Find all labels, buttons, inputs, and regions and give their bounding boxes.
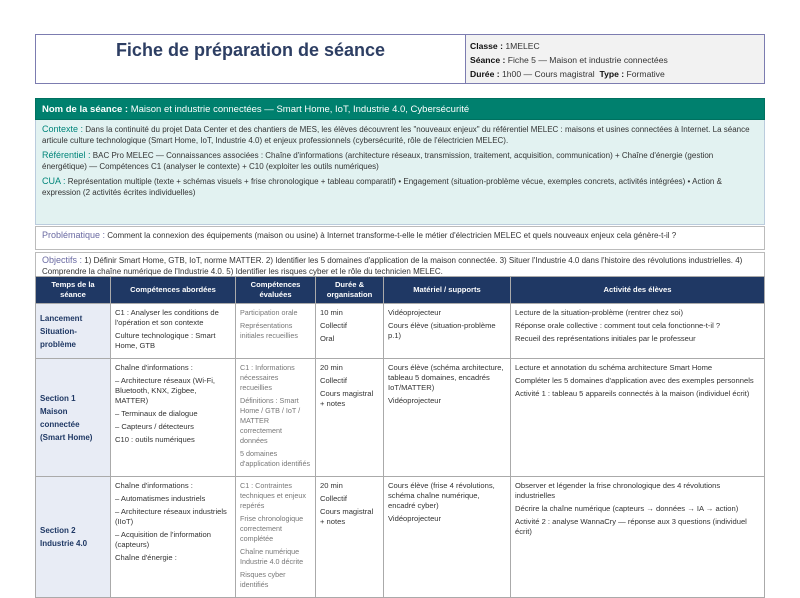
seance-value: Fiche 5 — Maison et industrie connectées — [507, 55, 668, 65]
cell-evaluees — [236, 477, 316, 598]
cell-line: – Architecture réseaux (Wi-Fi, Bluetooth, KNX, Zigbee, MATTER) — [115, 376, 216, 405]
cell-time — [36, 477, 111, 598]
cell-line: Industrie 4.0 — [40, 539, 88, 548]
problematique-label: Problématique : — [42, 230, 106, 240]
cell-line: Oral — [320, 334, 335, 343]
cell-line: Décrire la chaîne numérique (capteurs → données → IA → action) — [515, 504, 739, 513]
column-header: Matériel / supports — [384, 277, 511, 304]
referentiel-label: Référentiel : — [42, 150, 91, 160]
cell-line: – Architecture réseaux industriels (IIoT) — [115, 507, 227, 526]
cua-label: CUA : — [42, 176, 66, 186]
cell-line: Cours élève (schéma architecture, tableau 5 domaines, encadrés IoT/MATTER) — [388, 363, 504, 392]
cell-line: Collectif — [320, 376, 348, 385]
cell-line: Compléter les 5 domaines d'application avec des exemples personnels — [515, 376, 754, 385]
cell-line: Lecture et annotation du schéma architecture Smart Home — [515, 363, 713, 372]
column-header: Compétences évaluées — [236, 277, 316, 304]
session-name-value: Maison et industrie connectées — Smart Home, IoT, Industrie 4.0, Cybersécurité — [130, 104, 470, 115]
header-box — [35, 34, 765, 84]
cell-line: 5 domaines d'application identifiés — [240, 449, 311, 468]
cell-line: – Terminaux de dialogue — [115, 409, 198, 418]
cell-line: Section 1 — [40, 393, 76, 403]
cell-line: Vidéoprojecteur — [388, 514, 442, 523]
cell-line: C1 : Contraintes techniques et enjeux repérés — [240, 481, 306, 510]
cell-materiel — [384, 304, 511, 359]
type-value: Formative — [626, 69, 665, 79]
classe-label: Classe : — [470, 41, 503, 51]
session-name-label: Nom de la séance : — [42, 104, 129, 115]
cell-line: Situation-problème — [40, 326, 77, 349]
cell-line: C1 : Analyser les conditions de l'opération et son contexte — [115, 308, 219, 327]
cell-duree — [316, 359, 384, 477]
seance-label: Séance : — [470, 55, 506, 65]
session-name — [35, 98, 765, 120]
duree-value: 1h00 — Cours magistral — [502, 69, 595, 79]
cell-line: Collectif — [320, 321, 348, 330]
cell-activite — [511, 477, 765, 598]
cell-line: C1 : Informations nécessaires recueillies — [240, 363, 295, 392]
cell-materiel — [384, 359, 511, 477]
column-header: Activité des élèves — [511, 277, 765, 304]
cell-activite — [511, 304, 765, 359]
type-label: Type : — [599, 69, 625, 79]
cell-line: – Acquisition de l'information (capteurs) — [115, 530, 212, 549]
cell-line: Culture technologique : Smart Home, GTB — [115, 331, 216, 350]
context-block — [35, 120, 765, 225]
cell-line: (Smart Home) — [40, 432, 93, 442]
duree-label: Durée : — [470, 69, 500, 79]
problematique-value: Comment la connexion des équipements (maison ou usine) à Internet transforme-t-elle le métier d'électricien MELEC et quels nouveaux enjeux cela génère-t-il ? — [107, 231, 677, 240]
cell-line: Définitions : Smart Home / GTB / IoT / MATTER correctement données — [240, 396, 301, 445]
cell-evaluees — [236, 304, 316, 359]
cell-line: Chaîne numérique Industrie 4.0 décrite — [240, 547, 304, 566]
classe-value: 1MELEC — [505, 41, 540, 51]
objectifs-label: Objectifs : — [42, 255, 83, 265]
cell-line: Lancement — [40, 313, 83, 323]
cell-time — [36, 359, 111, 477]
cell-abordees — [111, 359, 236, 477]
cell-line: Vidéoprojecteur — [388, 308, 442, 317]
cell-line: Lecture de la situation-problème (rentrer chez soi) — [515, 308, 683, 317]
table-row — [36, 477, 765, 598]
cell-line: Frise chronologique correctement complétée — [240, 514, 304, 543]
cell-line: Cours élève (situation-problème p.1) — [388, 321, 496, 340]
referentiel-value: BAC Pro MELEC — Connaissances associées : Chaîne d'informations (architecture réseaux, transmission, traitement, acquisition, communication) + Chaîne d'énergie (gestion énergétique) — Compétences C1 (analyser le contexte) + C10 (exploiter les outils numériques) — [42, 151, 714, 171]
cell-line: Recueil des représentations initiales par le professeur — [515, 334, 696, 343]
cell-abordees — [111, 477, 236, 598]
cell-line: Observer et légender la frise chronologique des 4 révolutions industrielles — [515, 481, 721, 500]
session-table — [35, 276, 765, 598]
column-header: Temps de la séance — [36, 277, 111, 304]
cell-line: Activité 1 : tableau 5 appareils connectés à la maison (individuel écrit) — [515, 389, 750, 398]
cell-line: Activité 2 : analyse WannaCry — réponse aux 3 questions (individuel écrit) — [515, 517, 747, 536]
contexte-label: Contexte : — [42, 124, 84, 134]
contexte-value: Dans la continuité du projet Data Center et des chantiers de MES, les élèves découvrent les "nouveaux enjeux" du référentiel MELEC : maisons et usines connectées à Internet. La séance articule culture technologique (Smart Home, IoT, Industrie 4.0) et enjeux professionnels (cybersécurité, rôle de l'électricien MELEC). — [42, 125, 750, 145]
objectifs-value: 1) Définir Smart Home, GTB, IoT, norme MATTER. 2) Identifier les 5 domaines d'application de la maison connectée. 3) Situer l'Industrie 4.0 dans l'histoire des révolutions industrielles. 4) Comprendre la chaîne numérique de l'Industrie 4.0. 5) Identifier les risques cyber et le rôle du technicien MELEC. — [42, 256, 743, 276]
cell-line: Représentations initiales recueillies — [240, 321, 298, 340]
cell-abordees — [111, 304, 236, 359]
cell-line: 10 min — [320, 308, 343, 317]
cell-line: 20 min — [320, 481, 343, 490]
cell-line: Maison connectée — [40, 406, 80, 429]
cell-evaluees — [236, 359, 316, 477]
cell-time — [36, 304, 111, 359]
cell-line: Chaîne d'informations : — [115, 363, 193, 372]
cell-duree — [316, 477, 384, 598]
cua-value: Représentation multiple (texte + schémas visuels + frise chronologique + tableau comparatif) • Engagement (situation-problème vécue, exemples concrets, activités intégrées) • Action & expression (2 activités écrites individuelles) — [42, 177, 722, 197]
cell-line: Vidéoprojecteur — [388, 396, 442, 405]
cell-line: Cours élève (frise 4 révolutions, schéma chaîne numérique, encadré cyber) — [388, 481, 495, 510]
table-row — [36, 304, 765, 359]
table-header-row — [36, 277, 765, 304]
cell-line: – Capteurs / détecteurs — [115, 422, 194, 431]
cell-line: Cours magistral + notes — [320, 507, 374, 526]
column-header: Compétences abordées — [111, 277, 236, 304]
cell-materiel — [384, 477, 511, 598]
cell-line: Risques cyber identifiés — [240, 570, 286, 589]
cell-line: Cours magistral + notes — [320, 389, 374, 408]
problematique-block — [35, 226, 765, 250]
page-title: Fiche de préparation de séance — [36, 35, 466, 83]
cell-line: Chaîne d'énergie : — [115, 553, 177, 562]
cell-line: Section 2 — [40, 526, 76, 535]
session-info — [466, 35, 764, 83]
column-header: Durée & organisation — [316, 277, 384, 304]
cell-line: – Automatismes industriels — [115, 494, 206, 503]
cell-activite — [511, 359, 765, 477]
table-row — [36, 359, 765, 477]
cell-duree — [316, 304, 384, 359]
cell-line: C10 : outils numériques — [115, 435, 195, 444]
cell-line: 20 min — [320, 363, 343, 372]
cell-line: Collectif — [320, 494, 348, 503]
cell-line: Participation orale — [240, 308, 298, 317]
cell-line: Chaîne d'informations : — [115, 481, 193, 490]
cell-line: Réponse orale collective : comment tout cela fonctionne-t-il ? — [515, 321, 721, 330]
